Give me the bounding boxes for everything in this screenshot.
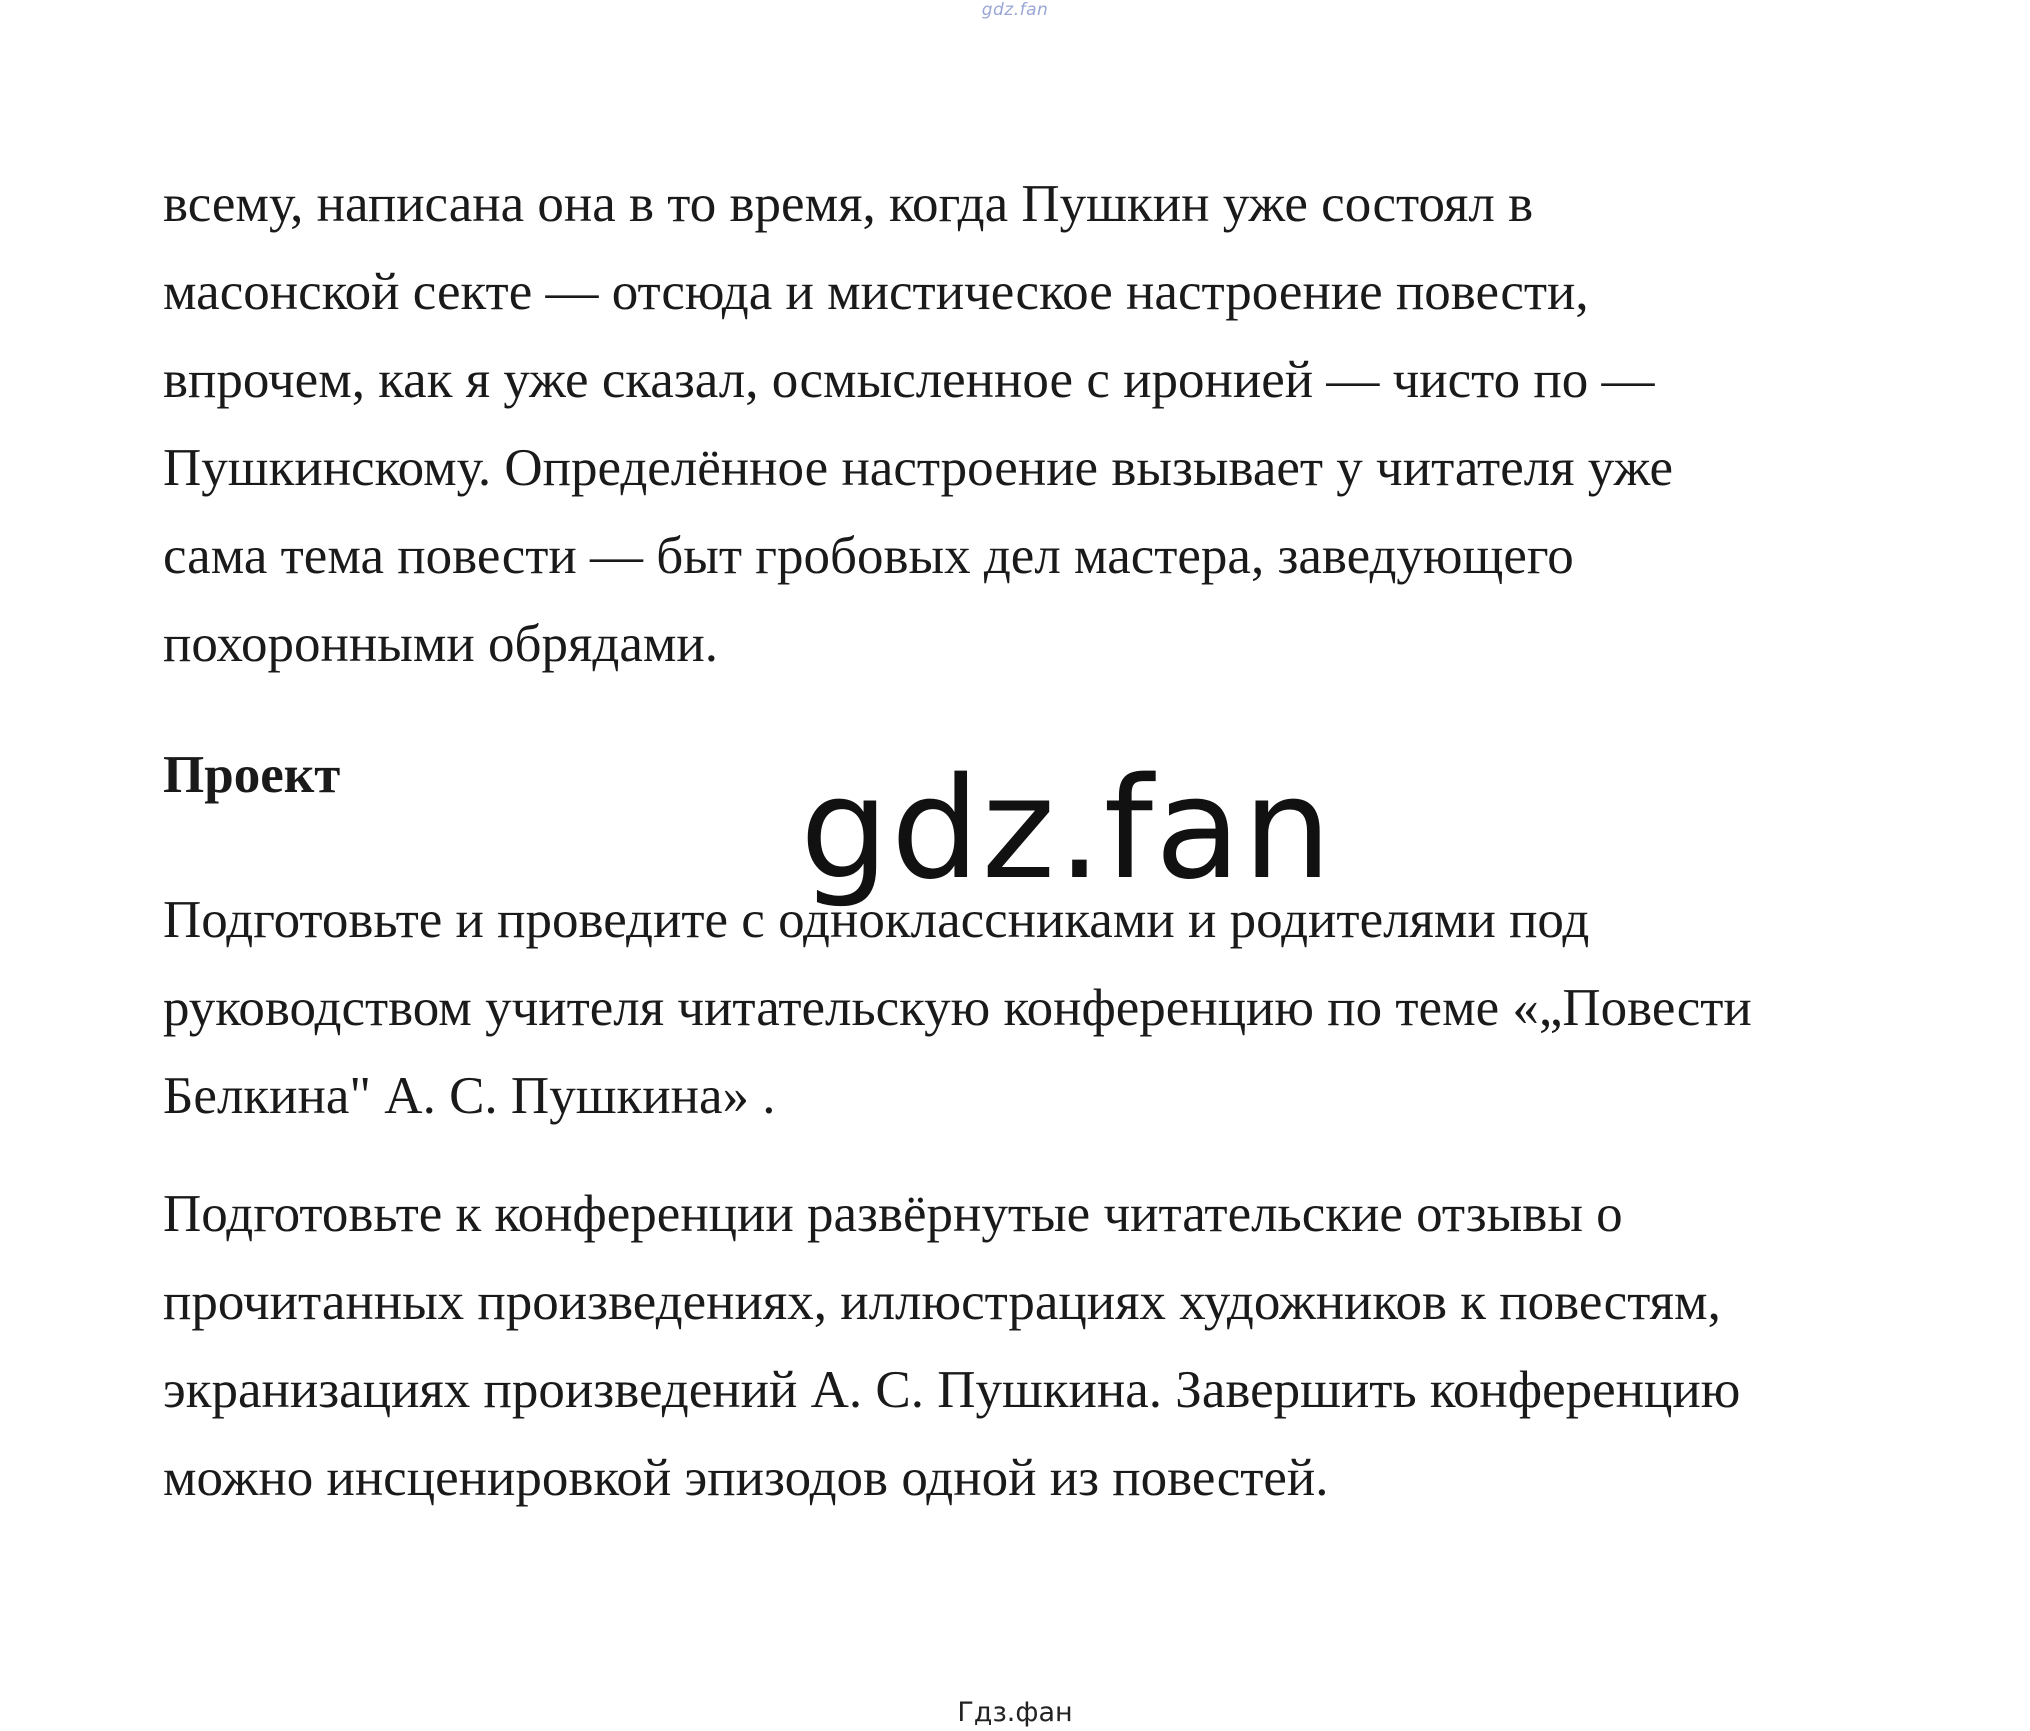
- text-line: впрочем, как я уже сказал, осмысленное с иронией — чисто по —: [163, 351, 1655, 409]
- paragraph-1: [163, 160, 1963, 688]
- text-line: всему, написана она в то время, когда Пушкин уже состоял в: [163, 175, 1534, 233]
- text-line: Пушкинскому. Определённое настроение вызывает у читателя уже: [163, 439, 1674, 497]
- text-line: руководством учителя читательскую конференцию по теме «„Повести: [163, 979, 1752, 1037]
- footer-watermark: Гдз.фан: [957, 1697, 1073, 1728]
- text-line: сама тема повести — быт гробовых дел мастера, заведующего: [163, 527, 1574, 585]
- center-watermark: gdz.fan: [800, 748, 1334, 911]
- section-heading: Проект: [163, 746, 341, 804]
- text-line: экранизациях произведений А. С. Пушкина. Завершить конференцию: [163, 1361, 1741, 1419]
- text-line: Подготовьте и проведите с одноклассниками и родителями под: [163, 891, 1590, 949]
- paragraph-2: [163, 876, 1963, 1140]
- top-watermark: gdz.fan: [981, 0, 1049, 20]
- text-line: прочитанных произведениях, иллюстрациях художников к повестям,: [163, 1273, 1721, 1331]
- paragraph-3: [163, 1170, 1963, 1522]
- text-line: Белкина" А. С. Пушкина» .: [163, 1067, 776, 1125]
- text-line: похоронными обрядами.: [163, 615, 718, 673]
- text-line: можно инсценировкой эпизодов одной из повестей.: [163, 1449, 1329, 1507]
- text-line: Подготовьте к конференции развёрнутые читательские отзывы о: [163, 1185, 1623, 1243]
- text-line: масонской секте — отсюда и мистическое настроение повести,: [163, 263, 1589, 321]
